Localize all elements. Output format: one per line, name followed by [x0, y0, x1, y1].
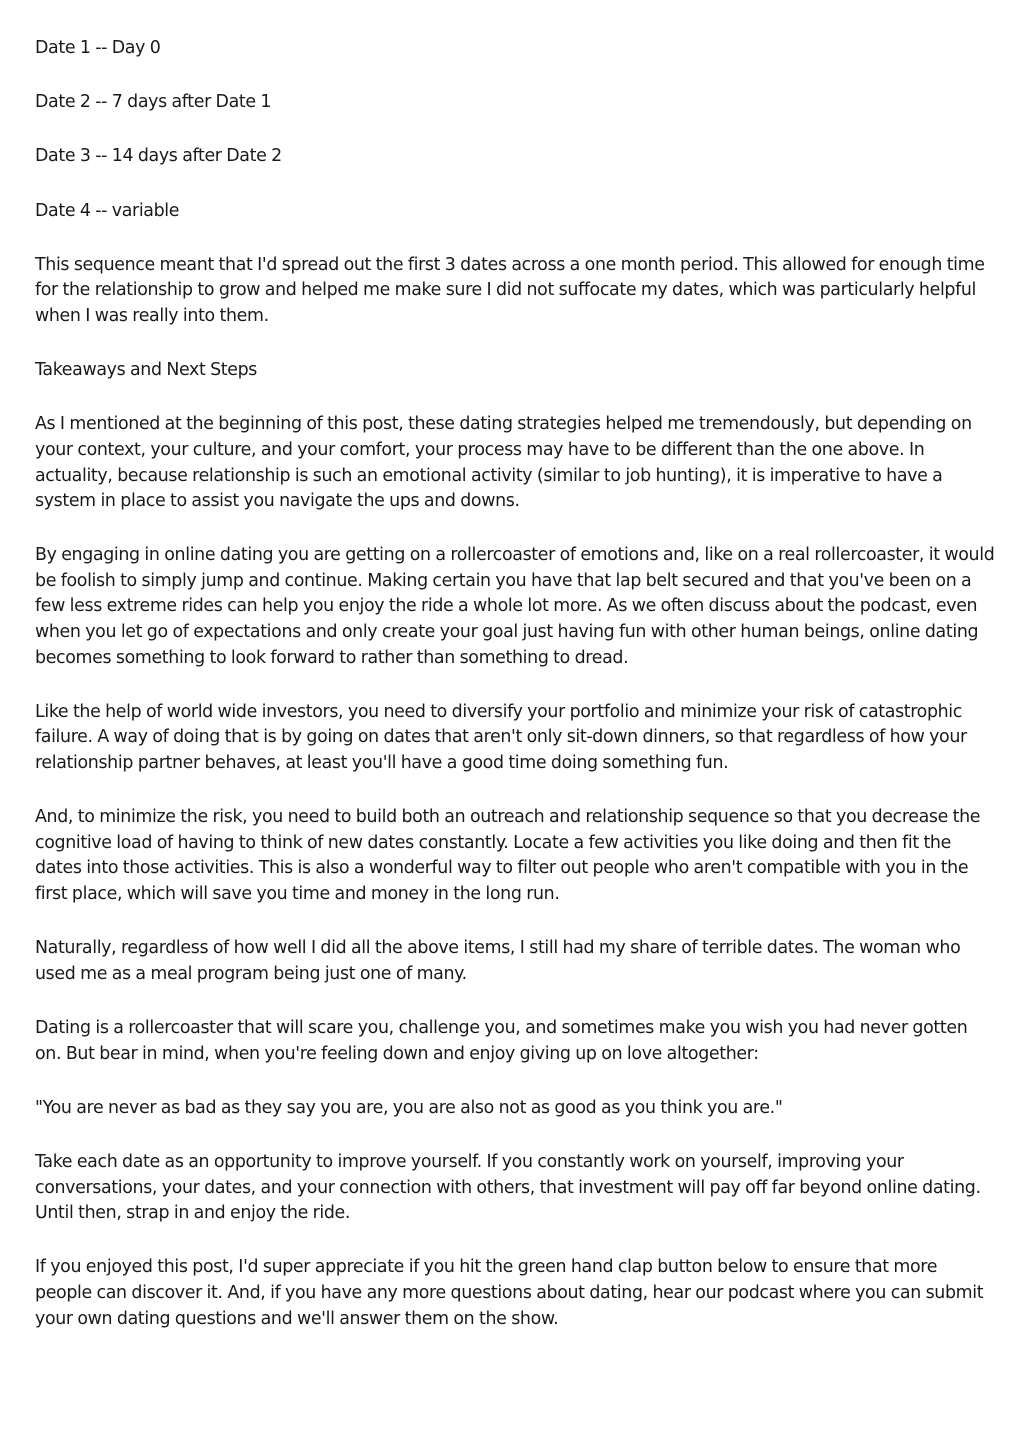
date-2-line: Date 2 -- 7 days after Date 1 — [35, 92, 272, 113]
date-1-line: Date 1 -- Day 0 — [35, 38, 161, 58]
paragraph: As I mentioned at the beginning of this post, these dating strategies helped me tremendously, but depending on your context, your culture, and your comfort, your process may have to be different than the one above. In actuality, because relationship is such an emotional activity (similar to job hunting), it is imperative to have a system in place to assist you navigate the ups and downs. — [35, 414, 972, 512]
paragraph: Naturally, regardless of how well I did all the above items, I still had my share of terrible dates. The woman who used me as a meal program being just one of many. — [35, 938, 961, 984]
closing-paragraph: If you enjoyed this post, I'd super appreciate if you hit the green hand clap button below to ensure that more people can discover it. And, if you have any more questions about dating, hear our podcast where you can submit your own dating questions and we'll answer them on the show. — [35, 1257, 984, 1329]
paragraph: Take each date as an opportunity to improve yourself. If you constantly work on yourself, improving your conversations, your dates, and your connection with others, that investment will pay off far beyond online dating. Until then, strap in and enjoy the ride. — [35, 1151, 981, 1224]
date-3-line: Date 3 -- 14 days after Date 2 — [35, 146, 282, 167]
paragraph: Like the help of world wide investors, you need to diversify your portfolio and minimize your risk of catastrophic failure. A way of doing that is by going on dates that aren't only sit-down dinners, so that regardless of how your relationship partner behaves, at least you'll have a good time doing something fun. — [35, 701, 967, 774]
sequence-paragraph: This sequence meant that I'd spread out the first 3 dates across a one month period. This allowed for enough time for the relationship to grow and helped me make sure I did not suffocate my dates, which was particularly helpful when I was really into them. — [35, 254, 985, 326]
date-4-line: Date 4 -- variable — [35, 200, 180, 221]
paragraph: By engaging in online dating you are getting on a rollercoaster of emotions and, like on a real rollercoaster, it would be foolish to simply jump and continue. Making certain you have that lap belt secured and that you've been on a few less extreme rides can help you enjoy the ride a whole lot more. As we often discuss about the podcast, even when you let go of expectations and only create your goal just having fun with other human beings, online dating becomes something to look forward to rather than something to dread. — [35, 545, 995, 668]
paragraph: Dating is a rollercoaster that will scare you, challenge you, and sometimes make you wish you had never gotten on. But bear in mind, when you're feeling down and enjoy giving up on love altogether: — [35, 1017, 968, 1064]
quote: "You are never as bad as they say you are, you are also not as good as you think you are." — [35, 1097, 783, 1118]
section-heading: Takeaways and Next Steps — [35, 360, 258, 381]
article-body — [35, 36, 995, 1361]
paragraph: And, to minimize the risk, you need to build both an outreach and relationship sequence so that you decrease the cognitive load of having to think of new dates constantly. Locate a few activities you like doing and then fit the dates into those activities. This is also a wonderful way to filter out people who aren't compatible with you in the first place, which will save you time and money in the long run. — [35, 807, 981, 904]
